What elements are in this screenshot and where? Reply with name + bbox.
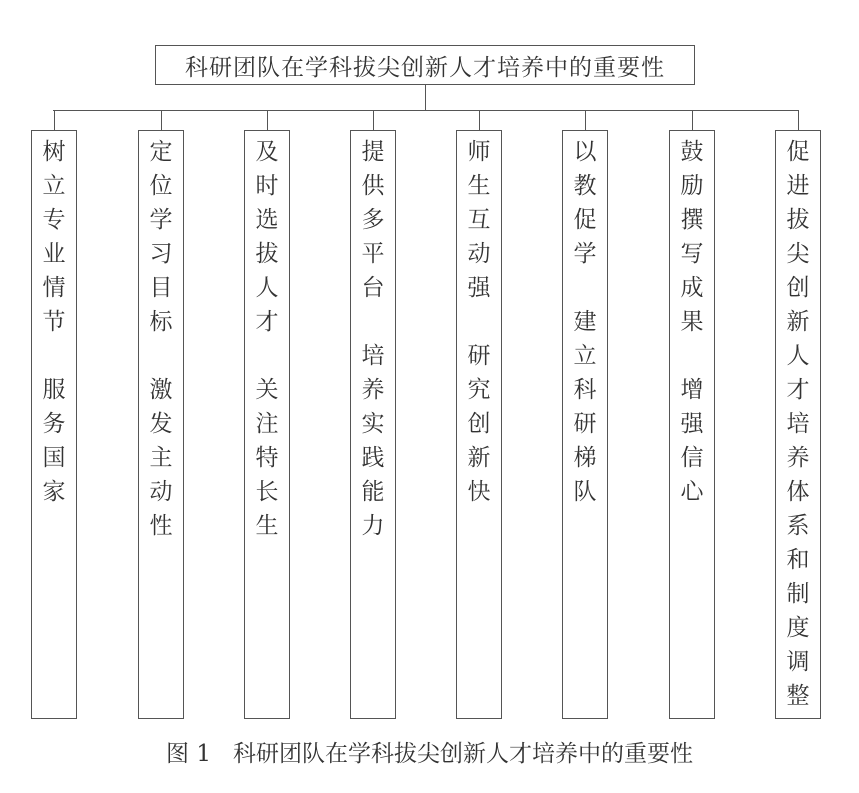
figure-caption	[0, 735, 859, 768]
node-n1	[31, 130, 77, 719]
caption-text: 科研团队在学科拔尖创新人才培养中的重要性	[232, 741, 693, 767]
branch-connector	[54, 110, 55, 130]
branch-bus	[53, 110, 798, 111]
node-n8	[775, 130, 821, 719]
root-node	[155, 45, 695, 85]
node-label: 以 教 促 学 建 立 科 研 梯 队	[573, 139, 597, 505]
node-label: 定 位 学 习 目 标 激 发 主 动 性	[149, 139, 173, 539]
node-n3	[244, 130, 290, 719]
root-connector	[425, 85, 426, 110]
branch-connector	[267, 110, 268, 130]
caption-number: 图 1	[166, 741, 211, 767]
node-label: 师 生 互 动 强 研 究 创 新 快	[467, 139, 491, 505]
branch-connector	[798, 110, 799, 130]
node-n5	[456, 130, 502, 719]
root-node-label: 科研团队在学科拔尖创新人才培养中的重要性	[185, 54, 665, 81]
node-n4	[350, 130, 396, 719]
node-n6	[562, 130, 608, 719]
node-label: 树 立 专 业 情 节 服 务 国 家	[42, 139, 66, 505]
node-label: 及 时 选 拔 人 才 关 注 特 长 生	[255, 139, 279, 539]
node-label: 提 供 多 平 台 培 养 实 践 能 力	[361, 139, 385, 539]
branch-connector	[479, 110, 480, 130]
branch-connector	[692, 110, 693, 130]
branch-connector	[161, 110, 162, 130]
node-n7	[669, 130, 715, 719]
branch-connector	[373, 110, 374, 130]
node-n2	[138, 130, 184, 719]
node-label: 促 进 拔 尖 创 新 人 才 培 养 体 系 和 制 度 调 整	[786, 139, 810, 709]
node-label: 鼓 励 撰 写 成 果 增 强 信 心	[680, 139, 704, 505]
branch-connector	[585, 110, 586, 130]
